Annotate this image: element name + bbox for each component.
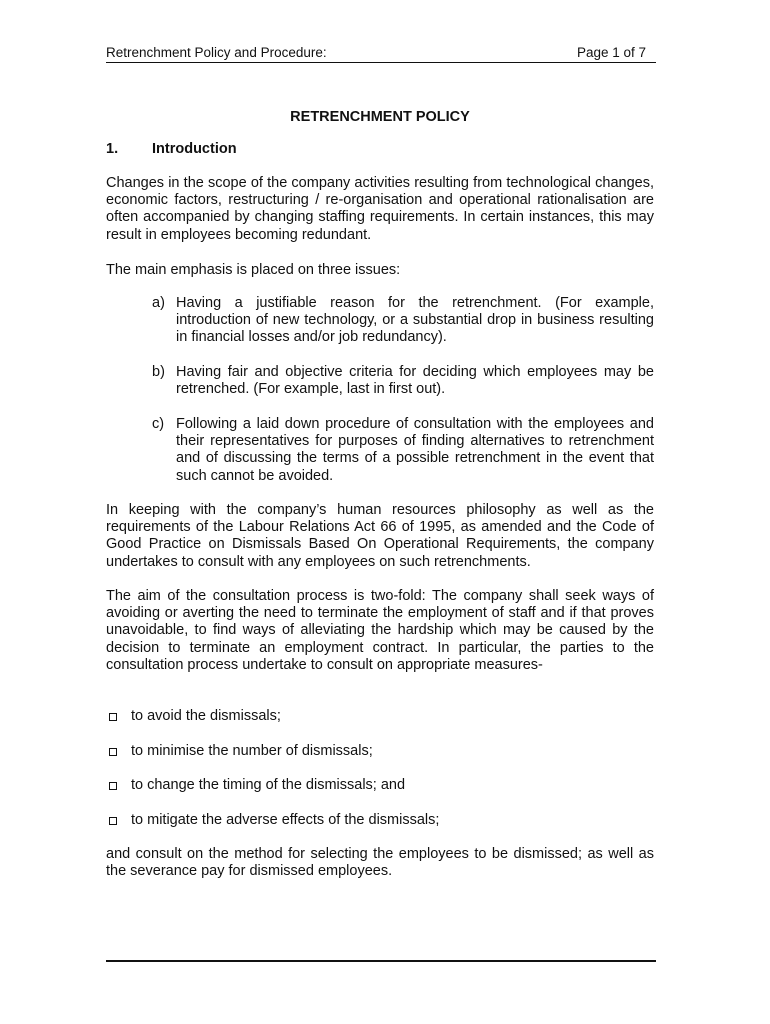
- issue-text: Having a justifiable reason for the retrenchment. (For example, introduction of new technology, or a substantial drop in business resulting in financial losses and/or job redundancy).: [176, 295, 654, 346]
- issue-text: Having fair and objective criteria for deciding which employees may be retrenched. (For example, last in first out).: [176, 364, 654, 398]
- issue-label: a): [152, 295, 165, 311]
- paragraph-philosophy: In keeping with the company’s human resources philosophy as well as the requirements of the Labour Relations Act 66 of 1995, as amended and the Code of Good Practice on Dismissals Based On Operational Requirements, the company undertakes to consult with any employees on such retrenchments.: [106, 502, 654, 570]
- issue-item: [152, 364, 654, 398]
- paragraph-closing: and consult on the method for selecting the employees to be dismissed; as well as the severance pay for dismissed employees.: [106, 846, 654, 880]
- page-header: [106, 44, 656, 63]
- checkbox-bullet-icon: [109, 748, 117, 756]
- measure-text: to change the timing of the dismissals; and: [131, 777, 406, 793]
- measure-item: [106, 777, 654, 794]
- issue-item: [152, 295, 654, 347]
- checkbox-bullet-icon: [109, 713, 117, 721]
- measure-text: to minimise the number of dismissals;: [131, 743, 373, 759]
- measure-item: [106, 743, 654, 760]
- measure-item: [106, 812, 654, 829]
- issue-item: [152, 416, 654, 485]
- measure-text: to avoid the dismissals;: [131, 708, 281, 724]
- header-title: Retrenchment Policy and Procedure:: [106, 45, 327, 60]
- paragraph-intro: Changes in the scope of the company activities resulting from technological changes, economic factors, restructuring / re-organisation and operational rationalisation are often accompanied by changing staffing requirements. In certain instances, this may result in employees becoming redundant.: [106, 175, 654, 243]
- paragraph-aim: The aim of the consultation process is two-fold: The company shall seek ways of avoiding or averting the need to terminate the employment of staff and if that proves unavoidable, to find ways of alleviating the hardship which may be caused by the decision to terminate an employment contract. In particular, the parties to the consultation process undertake to consult on appropriate measures-: [106, 588, 654, 673]
- issue-text: Following a laid down procedure of consultation with the employees and their representatives for purposes of finding alternatives to retrenchment and of discussing the terms of a possible retrenchment in the event that such cannot be avoided.: [176, 416, 654, 484]
- measure-item: [106, 708, 654, 725]
- document-title: RETRENCHMENT POLICY: [290, 109, 470, 125]
- checkbox-bullet-icon: [109, 817, 117, 825]
- paragraph-emphasis: The main emphasis is placed on three issues:: [106, 262, 401, 278]
- section-heading: [106, 140, 237, 158]
- issue-label: c): [152, 416, 165, 432]
- issue-label: b): [152, 364, 165, 380]
- section-number: 1.: [106, 141, 119, 157]
- measure-text: to mitigate the adverse effects of the dismissals;: [131, 812, 440, 828]
- page-number: Page 1 of 7: [576, 45, 646, 60]
- checkbox-bullet-icon: [109, 782, 117, 790]
- footer-divider: [106, 960, 656, 962]
- section-title: Introduction: [152, 141, 237, 157]
